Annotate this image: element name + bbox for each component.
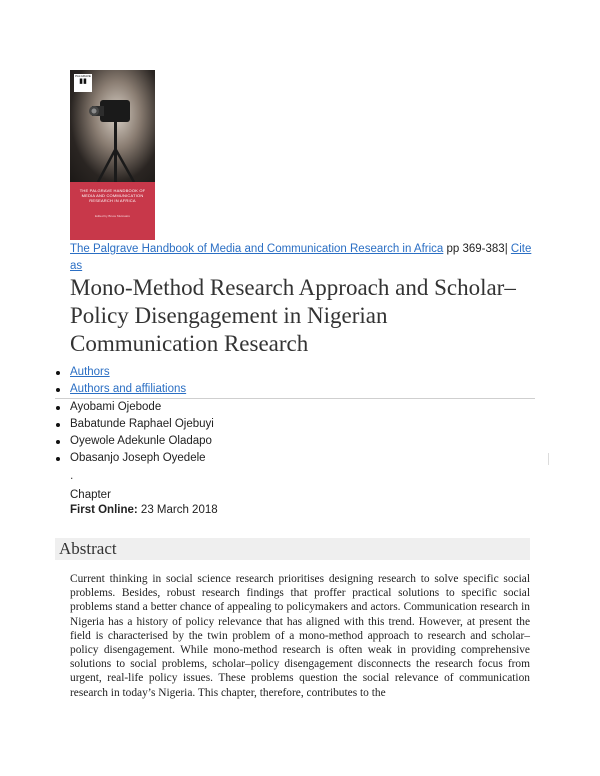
first-online-label: First Online:: [70, 504, 138, 516]
authors-section: [55, 364, 535, 467]
author-item: Oyewole Adekunle Oladapo: [55, 433, 535, 450]
separator-dot: .: [70, 468, 74, 482]
cite-as-link[interactable]: Cite as: [70, 243, 532, 272]
publisher-logo: [74, 74, 92, 92]
author-item: Ayobami Ojebode: [55, 399, 535, 416]
divider-mark: [548, 453, 549, 465]
publisher-name: PALGRAVE: [75, 74, 91, 78]
book-stack-icon: ▮▮: [79, 78, 87, 85]
affiliations-tab: [55, 381, 535, 399]
first-online: [70, 503, 218, 518]
first-online-date: 23 March 2018: [137, 504, 218, 516]
abstract-header-bar: [55, 538, 530, 560]
author-item: Obasanjo Joseph Oyedele: [55, 450, 535, 467]
abstract-body: Current thinking in social science research prioritises designing research to solve specific social problems. Besides, robust research findings that proffer practical solutions to specific social problems stand a better chance of appealing to policymakers and actors. Communication research in Nigeria has a history of policy relevance that has aligned with this trend. However, at present the field is characterised by the twin problem of a mono-method approach to research and scholar–policy disengagement. While mono-method research is often weak in providing comprehensive solutions to social problems, scholar–policy disengagement disconnects the research focus from urgent, real-life policy issues. These problems question the social relevance of communication research in today’s Nigeria. This chapter, therefore, contributes to the: [70, 573, 530, 699]
author-item: Babatunde Raphael Ojebuyi: [55, 416, 535, 433]
book-cover[interactable]: [70, 70, 155, 240]
authors-tab: [55, 364, 535, 381]
cover-title: THE PALGRAVE HANDBOOK OF MEDIA AND COMMUNICATION RESEARCH IN AFRICA: [79, 188, 146, 203]
cover-editor: Edited by Bruce Mutsvairo: [94, 214, 130, 218]
book-link[interactable]: The Palgrave Handbook of Media and Communication Research in Africa: [70, 243, 444, 255]
affiliations-link[interactable]: Authors and affiliations: [70, 383, 187, 395]
book-reference: [70, 241, 532, 275]
content-type: Chapter: [70, 489, 111, 501]
page-range: pp 369-383|: [443, 243, 511, 255]
chapter-title: Mono-Method Research Approach and Scholar–Policy Disengagement in Nigerian Communication Research: [70, 275, 516, 356]
abstract-heading: Abstract: [59, 539, 117, 558]
authors-link[interactable]: Authors: [70, 366, 110, 378]
